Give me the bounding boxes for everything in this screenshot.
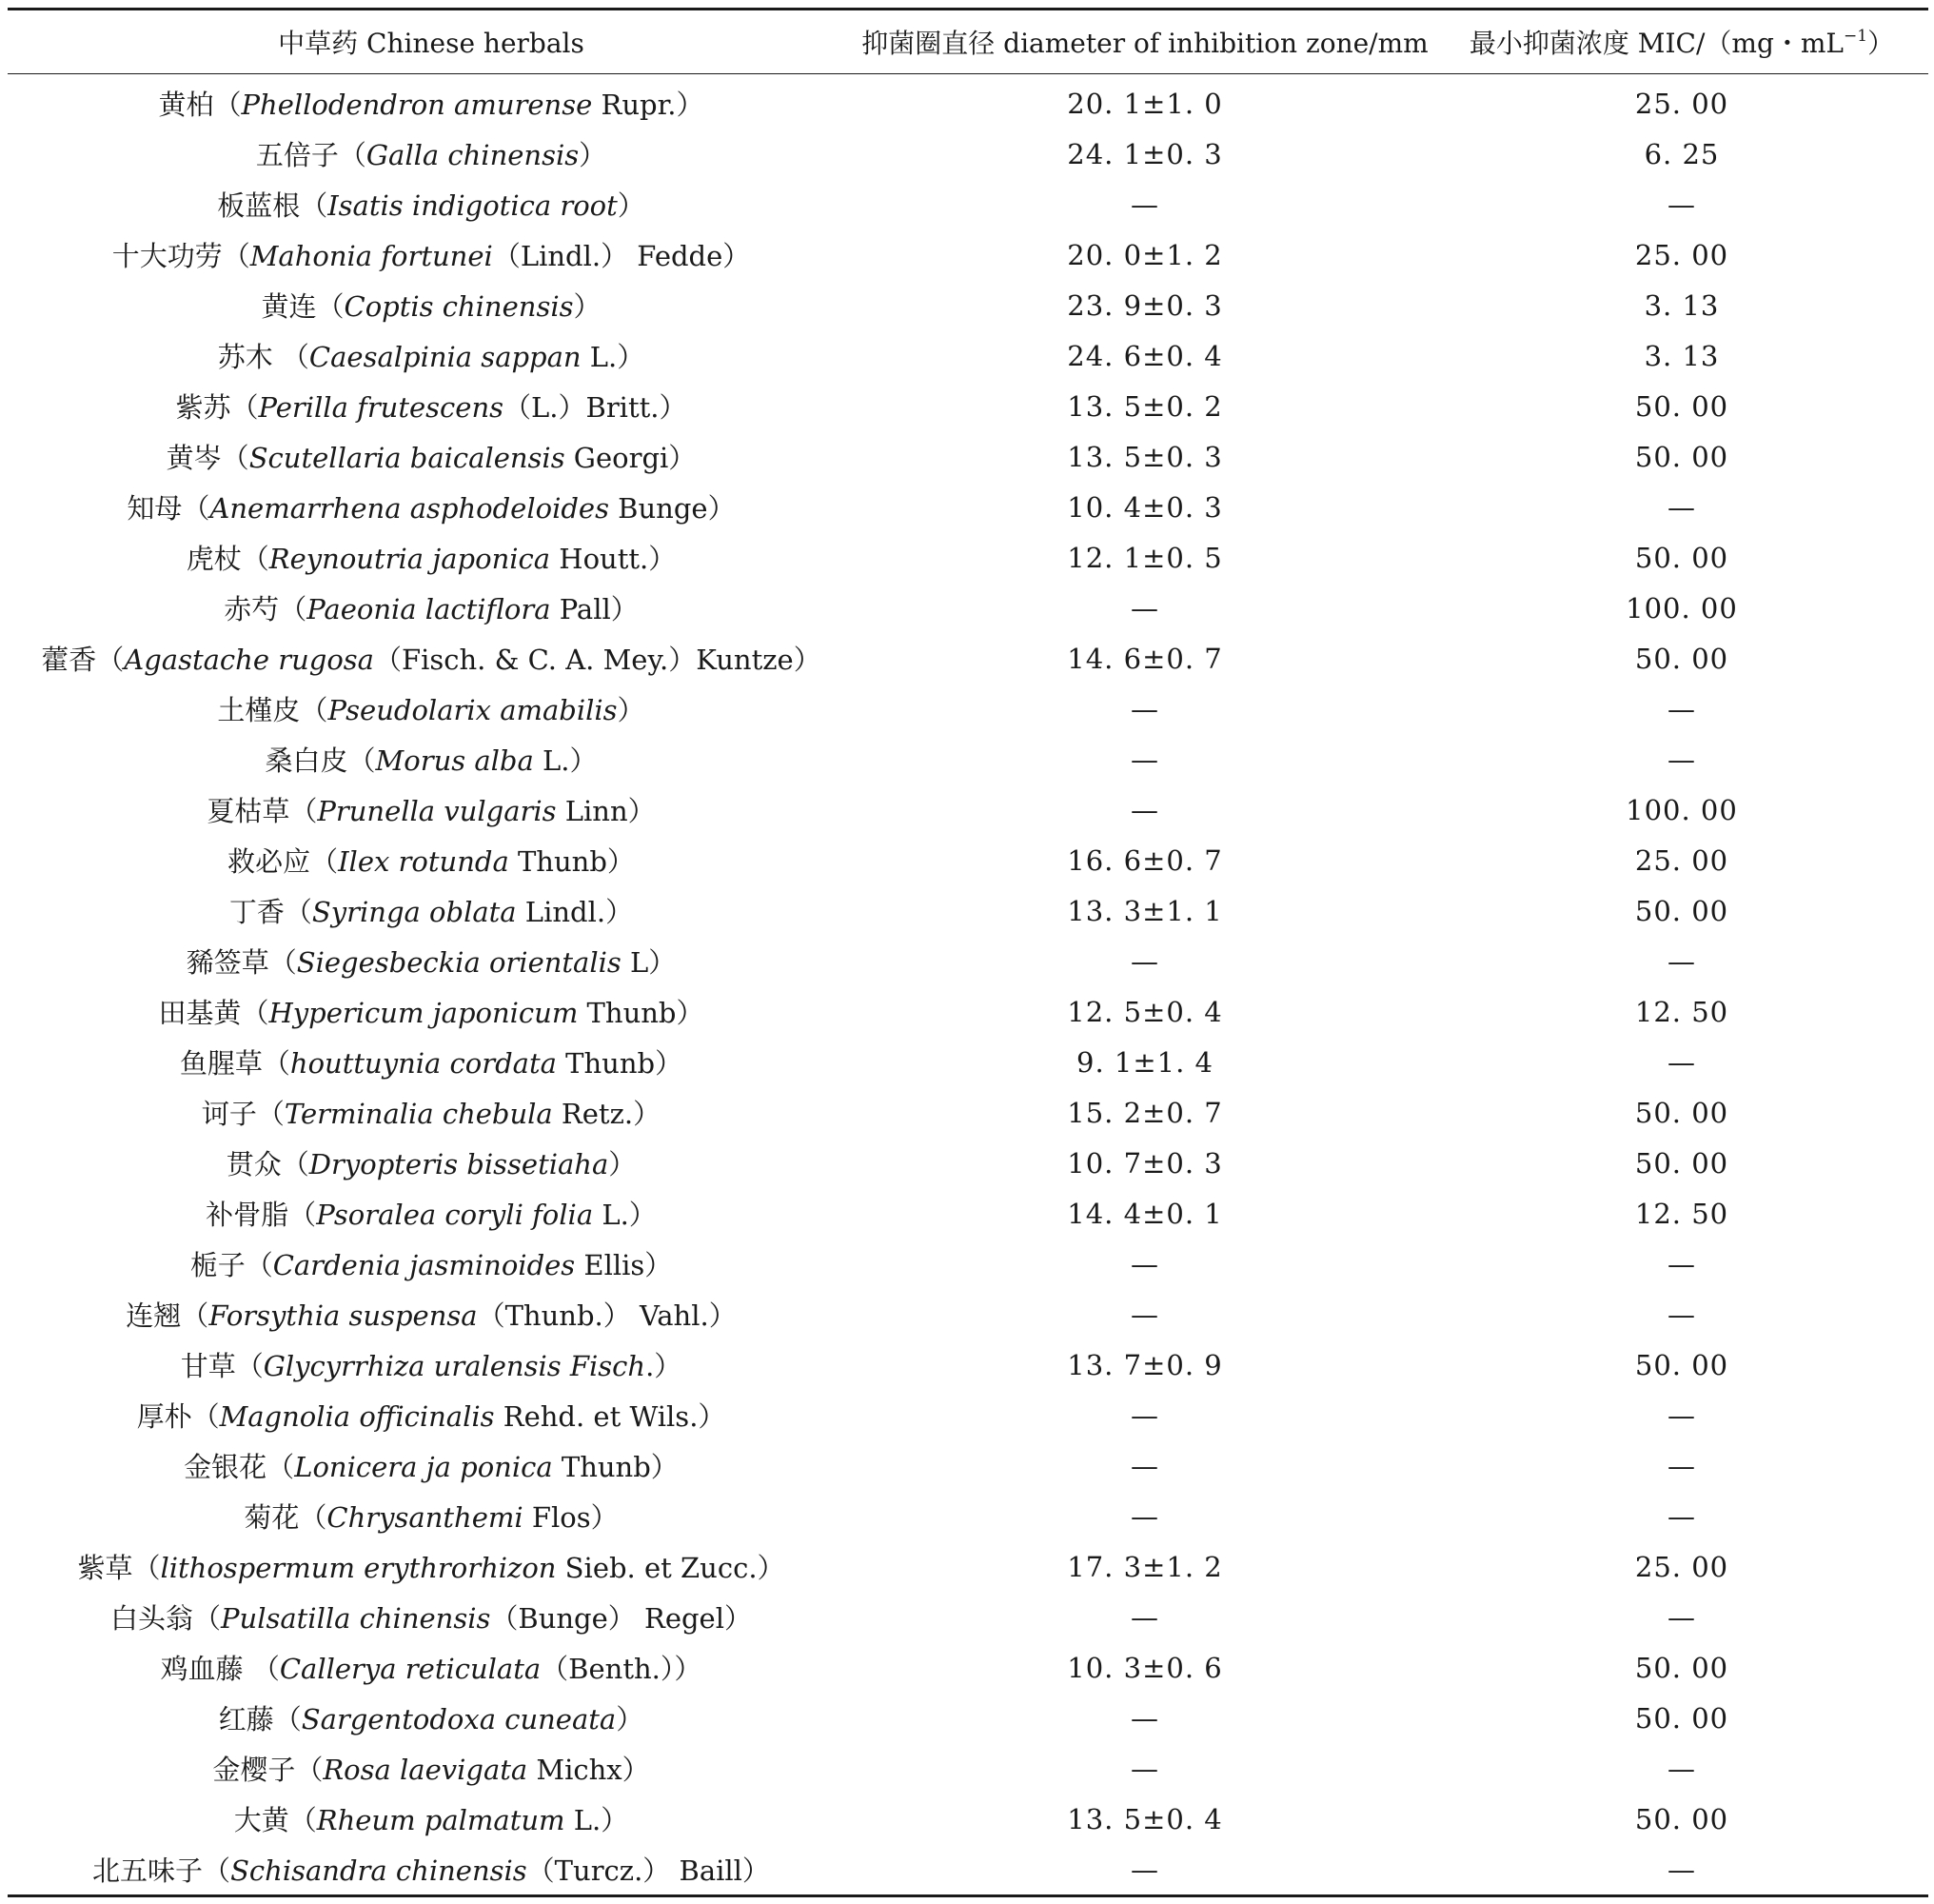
mic-cell: — (1668, 1045, 1696, 1079)
table-row (8, 431, 1928, 482)
herb-authority: Lindl.） (516, 896, 634, 928)
herb-name-cell (8, 129, 855, 179)
herb-chinese-name: 板蓝根（ (217, 189, 328, 222)
herb-chinese-name: 豨签草（ (186, 946, 297, 979)
herb-name-cell (8, 1541, 855, 1592)
herb-name-cell (8, 885, 855, 936)
herb-authority: Ellis） (575, 1249, 673, 1281)
mic-cell: 25. 00 (1634, 87, 1729, 120)
mic-cell: 100. 00 (1626, 591, 1738, 625)
herb-chinese-name: 田基黄（ (158, 997, 269, 1029)
table-row (8, 986, 1928, 1037)
herb-name-cell (8, 1693, 855, 1743)
mic-cell: 12. 50 (1634, 995, 1729, 1028)
herb-name-cell (8, 1087, 855, 1138)
herb-chinese-name: 桑白皮（ (265, 744, 376, 777)
herb-scientific-name: Galla chinensis (365, 139, 580, 171)
herb-scientific-name: Pseudolarix amabilis (327, 694, 618, 726)
inhibition-zone-cell: — (1131, 591, 1159, 625)
herb-chinese-name: 十大功劳（ (111, 240, 250, 272)
herb-authority: （L.）Britt.） (503, 391, 687, 424)
herb-authority: Thunb） (508, 845, 635, 878)
herb-scientific-name: Pulsatilla chinensis (221, 1602, 491, 1635)
inhibition-zone-cell: 12. 5±0. 4 (1067, 995, 1223, 1028)
herb-chinese-name: 黄柏（ (158, 89, 242, 121)
herb-name-cell (8, 1844, 855, 1894)
table-row (8, 684, 1928, 734)
mic-cell: 50. 00 (1634, 389, 1729, 423)
herb-authority: L.） (593, 1199, 657, 1231)
mic-cell: 25. 00 (1634, 238, 1729, 271)
mic-cell: — (1668, 1449, 1696, 1482)
table-row (8, 1541, 1928, 1592)
header-zone-diameter: 抑菌圈直径 diameter of inhibition zone/mm (861, 28, 1429, 59)
herb-name-cell (8, 633, 855, 684)
mic-cell: 100. 00 (1626, 793, 1738, 826)
inhibition-zone-cell: 15. 2±0. 7 (1067, 1096, 1223, 1129)
inhibition-zone-cell: 13. 7±0. 9 (1067, 1348, 1223, 1381)
herb-name-cell (8, 1289, 855, 1339)
herb-name-cell (8, 784, 855, 835)
herb-name-cell (8, 381, 855, 431)
herb-name-cell (8, 229, 855, 280)
herb-name-cell (8, 280, 855, 330)
herb-authority: .） (645, 1350, 682, 1382)
inhibition-zone-cell: 13. 5±0. 2 (1067, 389, 1223, 423)
herb-name-cell (8, 1642, 855, 1693)
table-row (8, 835, 1928, 885)
herb-chinese-name: 贯众（ (226, 1148, 309, 1180)
table-row (8, 1339, 1928, 1390)
mic-cell: 50. 00 (1634, 1348, 1729, 1381)
herb-name-cell (8, 1339, 855, 1390)
herb-scientific-name: Sargentodoxa cuneata (301, 1703, 617, 1735)
herb-chinese-name: 黄岑（ (166, 442, 249, 474)
mic-cell: — (1668, 1499, 1696, 1533)
herb-scientific-name: Scutellaria baicalensis (248, 442, 565, 474)
mic-cell: 3. 13 (1644, 288, 1720, 322)
herb-chinese-name: 虎杖（ (186, 543, 269, 575)
herb-authority: Pall） (550, 593, 639, 625)
herb-scientific-name: Hypericum japonicum (268, 997, 579, 1029)
herb-name-cell (8, 1037, 855, 1087)
herb-authority: ） (616, 1703, 644, 1735)
herbal-table (8, 8, 1928, 1897)
herb-authority: L.） (533, 744, 598, 777)
mic-cell: 50. 00 (1634, 1802, 1729, 1835)
herb-name-cell (8, 684, 855, 734)
mic-cell: — (1668, 188, 1696, 221)
results-body (8, 74, 1928, 1894)
mic-cell: 50. 00 (1634, 541, 1729, 574)
inhibition-zone-cell: — (1131, 1752, 1159, 1785)
table-row (8, 1037, 1928, 1087)
inhibition-zone-cell: — (1131, 944, 1159, 978)
inhibition-zone-cell: 13. 5±0. 4 (1067, 1802, 1223, 1835)
herb-name-cell (8, 1188, 855, 1239)
inhibition-zone-cell: — (1131, 188, 1159, 221)
herb-scientific-name: Lonicera ja ponica (294, 1451, 553, 1483)
inhibition-zone-cell: 9. 1±1. 4 (1076, 1045, 1214, 1079)
mic-cell: 50. 00 (1634, 642, 1729, 675)
table-row (8, 1844, 1928, 1894)
mic-cell: 3. 13 (1644, 339, 1720, 372)
herb-authority: ） (573, 290, 602, 323)
herb-chinese-name: 夏枯草（ (207, 795, 318, 827)
herb-scientific-name: Morus alba (375, 744, 534, 777)
herb-authority: Georgi） (564, 442, 697, 474)
table-row (8, 229, 1928, 280)
header-mic-text: 最小抑菌浓度 MIC/（mg・mL (1469, 28, 1845, 59)
herb-authority: Thunb） (556, 1047, 683, 1080)
mic-cell: — (1668, 1398, 1696, 1432)
header-mic-close: ） (1867, 28, 1895, 59)
table-row (8, 1693, 1928, 1743)
herb-scientific-name: Caesalpinia sappan (308, 341, 582, 373)
inhibition-zone-cell: 20. 0±1. 2 (1067, 238, 1223, 271)
table-row (8, 280, 1928, 330)
header-mic-exponent: −1 (1844, 27, 1868, 46)
herb-chinese-name: 鱼腥草（ (179, 1047, 290, 1080)
table-row (8, 1440, 1928, 1491)
inhibition-zone-cell: 10. 4±0. 3 (1067, 490, 1223, 524)
herb-authority: Bunge） (608, 492, 736, 525)
table-row (8, 1188, 1928, 1239)
mic-cell: 50. 00 (1634, 894, 1729, 927)
table-row (8, 1390, 1928, 1440)
herb-authority: Thunb） (578, 997, 704, 1029)
mic-cell: 25. 00 (1634, 843, 1729, 877)
herb-scientific-name: Cardenia jasminoides (272, 1249, 576, 1281)
herb-scientific-name: Perilla frutescens (258, 391, 504, 424)
inhibition-zone-cell: 13. 3±1. 1 (1067, 894, 1223, 927)
herb-chinese-name: 厚朴（ (136, 1400, 220, 1433)
herb-scientific-name: houttuynia cordata (289, 1047, 557, 1080)
table-row (8, 936, 1928, 986)
herb-name-cell (8, 583, 855, 633)
herb-authority: ） (617, 189, 645, 222)
inhibition-zone-cell: — (1131, 1499, 1159, 1533)
table-row (8, 179, 1928, 229)
herb-authority: Sieb. et Zucc.） (556, 1552, 785, 1584)
herb-scientific-name: Mahonia fortunei (249, 240, 493, 272)
table-row (8, 1642, 1928, 1693)
herb-scientific-name: Paeonia lactiflora (306, 593, 551, 625)
inhibition-zone-cell: — (1131, 1853, 1159, 1886)
mic-cell: 25. 00 (1634, 1550, 1729, 1583)
herb-authority: （Bunge） Regel） (490, 1602, 752, 1635)
herb-chinese-name: 连翘（ (126, 1299, 209, 1332)
herb-name-cell (8, 431, 855, 482)
herb-authority: ） (608, 1148, 637, 1180)
herb-name-cell (8, 179, 855, 229)
herb-authority: （Benth.）） (541, 1653, 702, 1685)
table-row (8, 1087, 1928, 1138)
herb-chinese-name: 藿香（ (41, 644, 125, 676)
herb-scientific-name: Reynoutria japonica (268, 543, 551, 575)
herb-scientific-name: Coptis chinensis (344, 290, 574, 323)
herb-scientific-name: Forsythia suspensa (208, 1299, 478, 1332)
mic-cell: — (1668, 692, 1696, 725)
herb-authority: L） (621, 946, 677, 979)
table-row (8, 633, 1928, 684)
herb-scientific-name: Syringa oblata (311, 896, 517, 928)
inhibition-zone-cell: 24. 6±0. 4 (1067, 339, 1223, 372)
inhibition-zone-cell: — (1131, 1449, 1159, 1482)
herb-scientific-name: Agastache rugosa (124, 644, 374, 676)
herb-chinese-name: 栀子（ (189, 1249, 273, 1281)
inhibition-zone-cell: 13. 5±0. 3 (1067, 440, 1223, 473)
herb-name-cell (8, 532, 855, 583)
table-row (8, 784, 1928, 835)
herb-name-cell (8, 1794, 855, 1844)
herb-scientific-name: Dryopteris bissetiaha (308, 1148, 609, 1180)
mic-cell: — (1668, 490, 1696, 524)
herb-authority: Thunb） (552, 1451, 679, 1483)
herb-scientific-name: Chrysanthemi (326, 1501, 523, 1534)
mic-cell: — (1668, 944, 1696, 978)
herb-authority: Rehd. et Wils.） (494, 1400, 726, 1433)
herb-name-cell (8, 936, 855, 986)
header-mic (1435, 10, 1928, 73)
table-row (8, 330, 1928, 381)
herb-scientific-name: Psoralea coryli folia (316, 1199, 594, 1231)
inhibition-zone-cell: 12. 1±0. 5 (1067, 541, 1223, 574)
herb-scientific-name: Magnolia officinalis (219, 1400, 495, 1433)
herb-scientific-name: Ilex rotunda (338, 845, 509, 878)
herb-authority: Retz.） (552, 1098, 661, 1130)
mic-cell: — (1668, 1752, 1696, 1785)
inhibition-zone-cell: — (1131, 1298, 1159, 1331)
table-row (8, 885, 1928, 936)
herb-chinese-name: 知母（ (127, 492, 210, 525)
table-row (8, 1138, 1928, 1188)
herb-name-cell (8, 1743, 855, 1794)
herb-authority: Michx） (527, 1754, 650, 1786)
herb-chinese-name: 菊花（ (244, 1501, 327, 1534)
herb-name-cell (8, 1138, 855, 1188)
inhibition-zone-cell: — (1131, 1247, 1159, 1280)
table-row (8, 1592, 1928, 1642)
mic-cell: 12. 50 (1634, 1197, 1729, 1230)
table-row (8, 1289, 1928, 1339)
herb-chinese-name: 白头翁（ (110, 1602, 222, 1635)
herb-name-cell (8, 986, 855, 1037)
table-row (8, 1491, 1928, 1541)
herb-chinese-name: 赤芍（ (224, 593, 307, 625)
mic-cell: 50. 00 (1634, 1096, 1729, 1129)
table-row (8, 1794, 1928, 1844)
herb-name-cell (8, 330, 855, 381)
mic-cell: 50. 00 (1634, 1651, 1729, 1684)
herb-name-cell (8, 482, 855, 532)
mic-cell: 50. 00 (1634, 1146, 1729, 1180)
table-row (8, 381, 1928, 431)
inhibition-zone-cell: — (1131, 692, 1159, 725)
inhibition-zone-cell: 16. 6±0. 7 (1067, 843, 1223, 877)
herb-scientific-name: Anemarrhena asphodeloides (209, 492, 609, 525)
herb-scientific-name: Prunella vulgaris (317, 795, 557, 827)
herb-scientific-name: Terminalia chebula (284, 1098, 553, 1130)
herb-chinese-name: 鸡血藤 （ (160, 1653, 280, 1685)
herb-name-cell (8, 1592, 855, 1642)
herb-name-cell (8, 1390, 855, 1440)
herb-scientific-name: Isatis indigotica root (327, 189, 618, 222)
mic-cell: — (1668, 1247, 1696, 1280)
table-row (8, 734, 1928, 784)
herb-chinese-name: 甘草（ (180, 1350, 264, 1382)
herb-scientific-name: Callerya reticulata (279, 1653, 542, 1685)
bottom-rule (8, 1894, 1928, 1897)
inhibition-zone-cell: 10. 3±0. 6 (1067, 1651, 1223, 1684)
herb-chinese-name: 大黄（ (233, 1804, 317, 1836)
herb-scientific-name: Siegesbeckia orientalis (296, 946, 622, 979)
herb-chinese-name: 红藤（ (218, 1703, 302, 1735)
herb-authority: Houtt.） (550, 543, 677, 575)
herb-chinese-name: 五倍子（ (255, 139, 366, 171)
inhibition-zone-cell: 10. 7±0. 3 (1067, 1146, 1223, 1180)
table-row (8, 532, 1928, 583)
inhibition-zone-cell: — (1131, 743, 1159, 776)
mic-cell: — (1668, 743, 1696, 776)
header-herb: 中草药 Chinese herbals (278, 28, 584, 59)
table-row (8, 1743, 1928, 1794)
mic-cell: — (1668, 1600, 1696, 1634)
herb-authority: Linn） (556, 795, 656, 827)
herb-name-cell (8, 734, 855, 784)
herb-chinese-name: 补骨脂（ (206, 1199, 317, 1231)
mic-cell: 50. 00 (1634, 440, 1729, 473)
herb-authority: （Turcz.） Baill） (526, 1854, 770, 1887)
table-row (8, 482, 1928, 532)
inhibition-zone-cell: — (1131, 1398, 1159, 1432)
herb-chinese-name: 土槿皮（ (217, 694, 328, 726)
mic-cell: — (1668, 1298, 1696, 1331)
herb-authority: （Lindl.） Fedde） (492, 240, 751, 272)
inhibition-zone-cell: — (1131, 793, 1159, 826)
table-row (8, 74, 1928, 129)
herb-chinese-name: 紫草（ (77, 1552, 161, 1584)
herb-chinese-name: 救必应（ (227, 845, 339, 878)
inhibition-zone-cell: 17. 3±1. 2 (1067, 1550, 1223, 1583)
inhibition-zone-cell: 23. 9±0. 3 (1067, 288, 1223, 322)
herb-authority: Flos） (523, 1501, 619, 1534)
herb-chinese-name: 金银花（ (184, 1451, 295, 1483)
herb-scientific-name: Phellodendron amurense (241, 89, 593, 121)
herb-scientific-name: Schisandra chinensis (230, 1854, 527, 1887)
herb-chinese-name: 丁香（ (228, 896, 312, 928)
inhibition-zone-cell: 24. 1±0. 3 (1067, 137, 1223, 170)
inhibition-zone-cell: 14. 4±0. 1 (1067, 1197, 1223, 1230)
inhibition-zone-cell: — (1131, 1701, 1159, 1735)
herb-authority: （Fisch. & C. A. Mey.）Kuntze） (373, 644, 821, 676)
mic-cell: 50. 00 (1634, 1701, 1729, 1735)
table-row (8, 1239, 1928, 1289)
herb-chinese-name: 黄连（ (261, 290, 345, 323)
herb-scientific-name: Rosa laevigata (323, 1754, 528, 1786)
mic-cell: — (1668, 1853, 1696, 1886)
herb-authority: L.） (564, 1804, 629, 1836)
herb-chinese-name: 诃子（ (201, 1098, 285, 1130)
results-table (8, 10, 1928, 73)
herb-chinese-name: 苏木 （ (217, 341, 309, 373)
herb-scientific-name: lithospermum erythrorhizon (160, 1552, 557, 1584)
table-row (8, 583, 1928, 633)
herb-name-cell (8, 1491, 855, 1541)
herb-name-cell (8, 1239, 855, 1289)
herb-name-cell (8, 74, 855, 129)
herb-authority: L.） (581, 341, 645, 373)
herb-authority: Rupr.） (592, 89, 704, 121)
herb-name-cell (8, 835, 855, 885)
herb-chinese-name: 紫苏（ (175, 391, 259, 424)
inhibition-zone-cell: — (1131, 1600, 1159, 1634)
herb-authority: ） (579, 139, 607, 171)
table-row (8, 129, 1928, 179)
header-row (8, 10, 1928, 73)
mic-cell: 6. 25 (1644, 137, 1720, 170)
herb-chinese-name: 北五味子（ (92, 1854, 231, 1887)
inhibition-zone-cell: 14. 6±0. 7 (1067, 642, 1223, 675)
herb-authority: （Thunb.） Vahl.） (477, 1299, 737, 1332)
herb-name-cell (8, 1440, 855, 1491)
herb-scientific-name: Rheum palmatum (316, 1804, 565, 1836)
herb-scientific-name: Glycyrrhiza uralensis Fisch (263, 1350, 646, 1382)
herb-chinese-name: 金樱子（ (212, 1754, 324, 1786)
herb-authority: ） (617, 694, 645, 726)
inhibition-zone-cell: 20. 1±1. 0 (1067, 87, 1223, 120)
